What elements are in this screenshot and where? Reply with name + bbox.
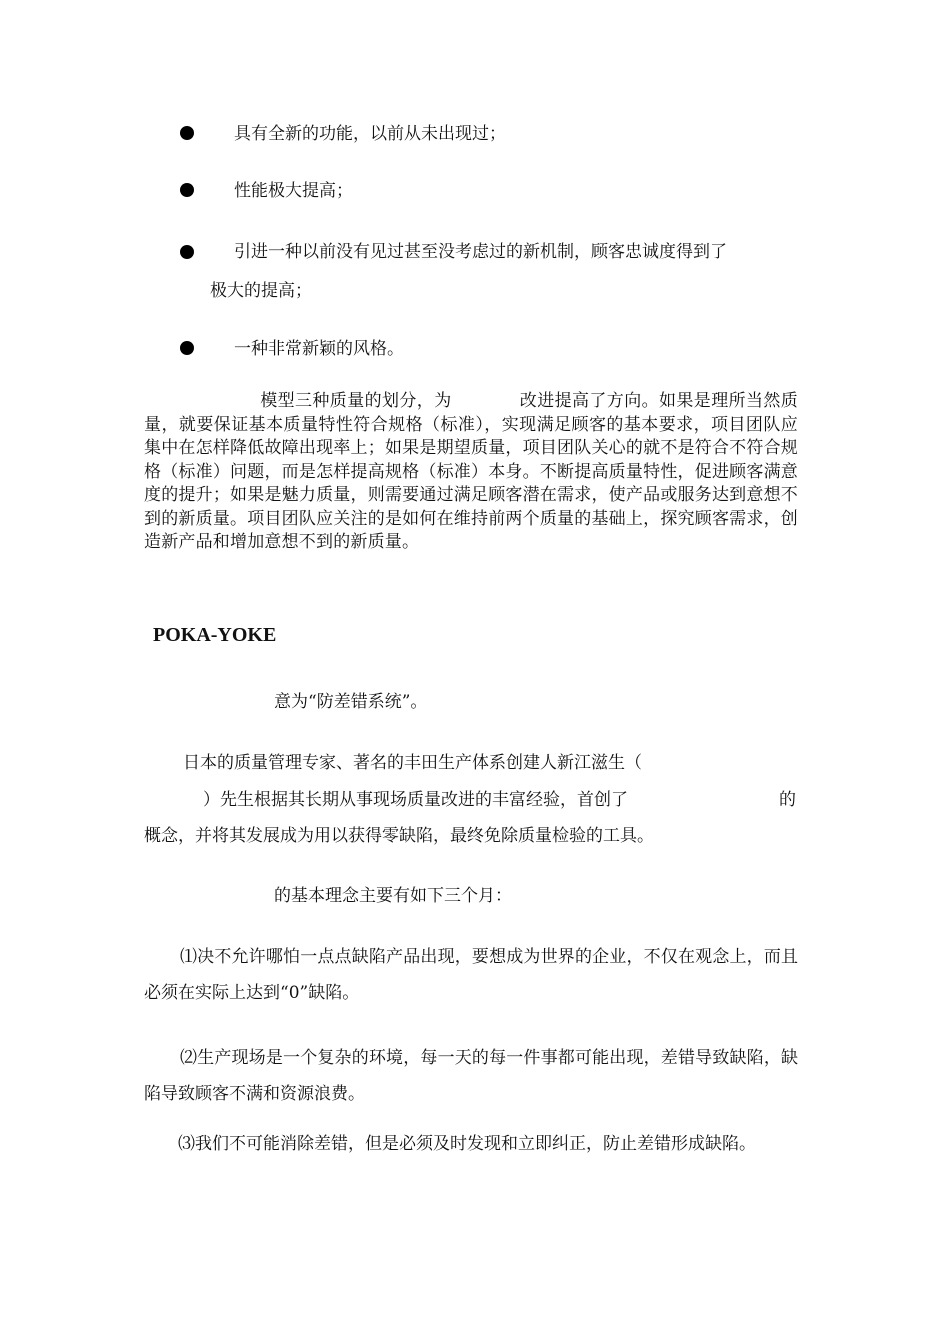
bullet-item: [180, 174, 800, 208]
bullet-dot-icon: [180, 183, 194, 197]
bullet-text: 具有全新的功能，以前从未出现过；: [234, 124, 506, 144]
bullet-text: 性能极大提高；: [234, 181, 353, 201]
bullet-item: [180, 332, 800, 366]
bullet-dot-icon: [180, 341, 194, 355]
point-3: ⑶我们不可能消除差错，但是必须及时发现和立即纠正，防止差错形成缺陷。: [178, 1134, 756, 1154]
founder-line-1: 日本的质量管理专家、著名的丰田生产体系创建人新江滋生（: [183, 753, 642, 773]
model-paragraph-part2: 改进提高了方向。如果是理所当然质量，就要保证基本质量特性符合规格（标准），实现满足顾客的基本要求，项目团队应集中在怎样降低故障出现率上；如果是期望质量，项目团队关心的就不是符合不符合规格（标准）问题，而是怎样提高规格（标准）本身。不断提高质量特性，促进顾客满意度的提升；如果是魅力质量，则需要通过满足顾客潜在需求，使产品或服务达到意想不到的新质量。项目团队应关注的是如何在维持前两个质量的基础上，探究顾客需求，创造新产品和增加意想不到的新质量。: [144, 391, 799, 552]
bullet-dot-icon: [180, 245, 194, 259]
point-1: ⑴决不允许哪怕一点点缺陷产品出现，要想成为世界的企业，不仅在观念上，而且必须在实际上达到“0”缺陷。: [144, 947, 798, 1003]
bullet-text: 引进一种以前没有见过甚至没考虑过的新机制，顾客忠诚度得到了: [234, 242, 727, 262]
meaning-line: 意为“防差错系统”。: [274, 692, 428, 712]
concept-intro: 的基本理念主要有如下三个月：: [274, 886, 512, 906]
founder-line-2: ）先生根据其长期从事现场质量改进的丰富经验，首创了: [203, 790, 628, 810]
point-2: ⑵生产现场是一个复杂的环境，每一天的每一件事都可能出现，差错导致缺陷，缺陷导致顾客不满和资源浪费。: [144, 1048, 798, 1104]
founder-line-2-end: 的: [779, 790, 796, 810]
section-heading: POKA-YOKE: [153, 624, 277, 646]
model-paragraph-part1: 模型三种质量的划分，为: [260, 391, 452, 411]
bullet-item: [180, 117, 800, 151]
bullet-item: [180, 233, 800, 311]
bullet-dot-icon: [180, 126, 194, 140]
bullet-text: 一种非常新颖的风格。: [234, 339, 404, 359]
model-paragraph: [144, 390, 798, 555]
bullet-text-continuation: 极大的提高；: [210, 281, 312, 301]
founder-line-3: 概念，并将其发展成为用以获得零缺陷，最终免除质量检验的工具。: [144, 826, 654, 846]
